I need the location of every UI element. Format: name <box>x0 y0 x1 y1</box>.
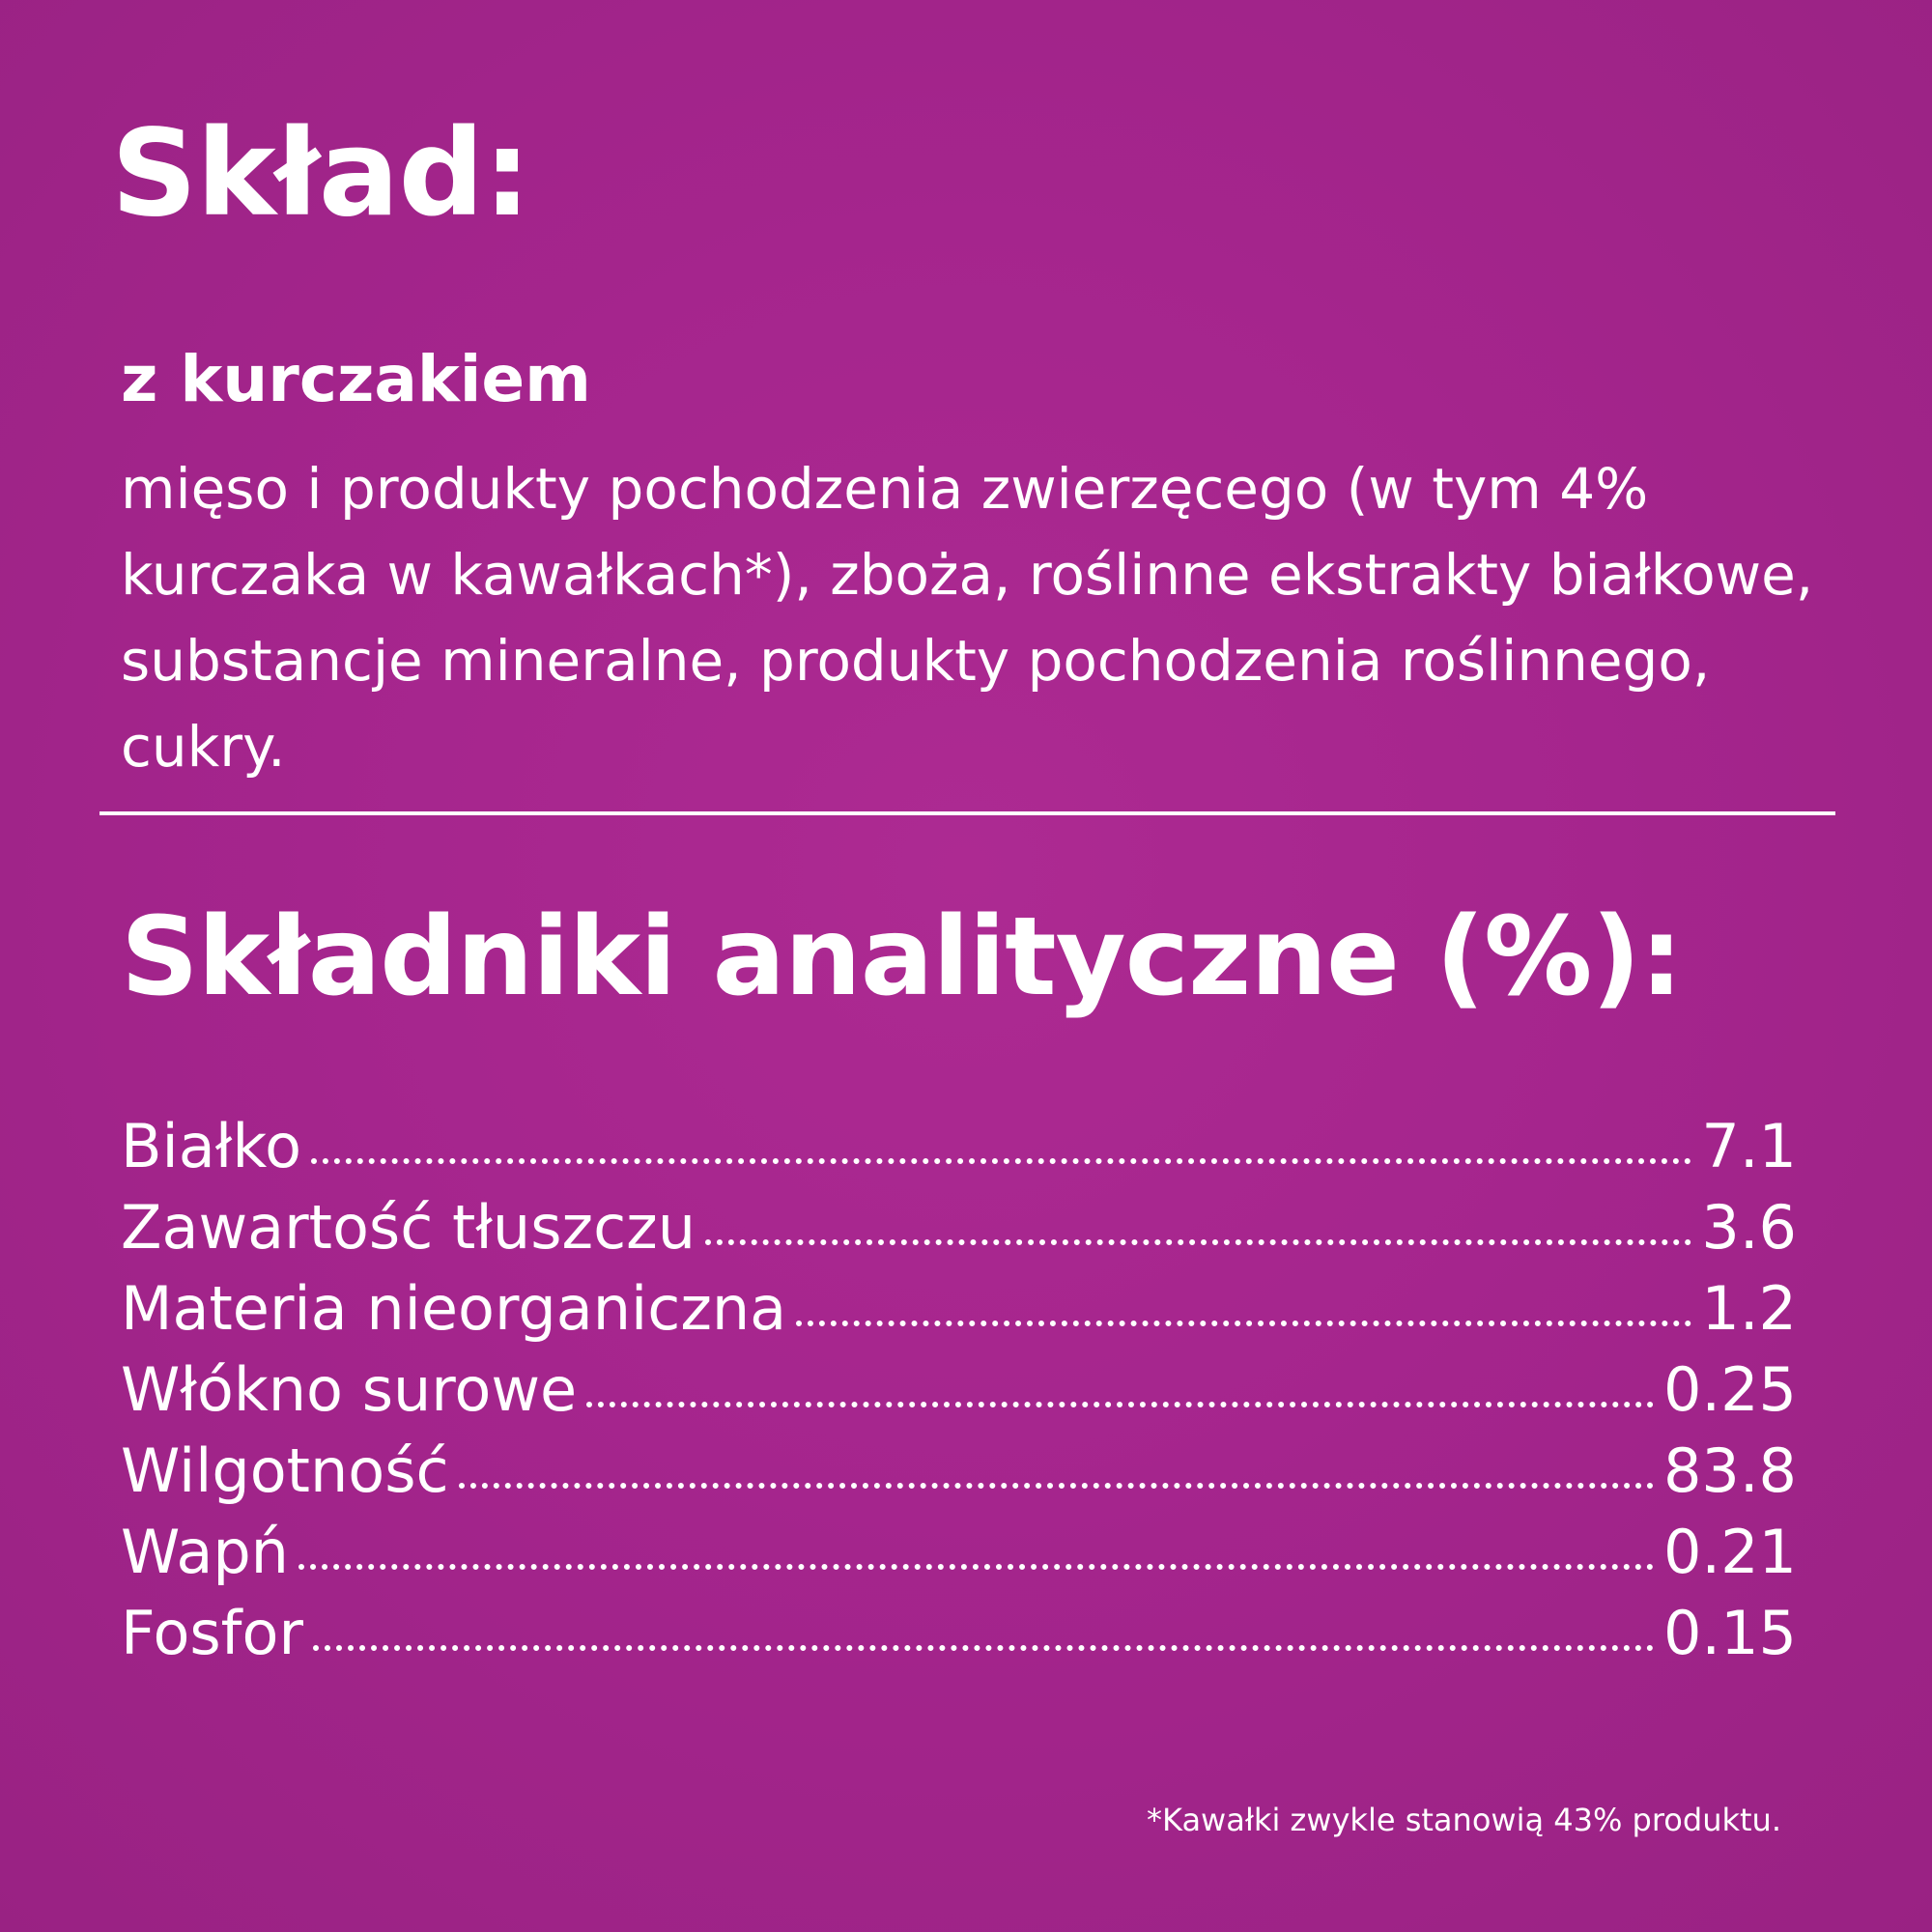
analytic-label: Zawartość tłuszczu <box>121 1192 696 1263</box>
ingredients-text: mięso i produkty pochodzenia zwierzęcego (w tym 4% kurczaka w kawałkach*), zboża, roślinne ekstrakty białkowe, substancje mineralne, produkty pochodzenia roślinnego, cukry. <box>121 456 1814 780</box>
analytic-label: Włókno surowe <box>121 1354 578 1425</box>
analytic-list <box>121 1106 1797 1674</box>
analytic-value: 7.1 <box>1701 1111 1797 1181</box>
footnote: *Kawałki zwykle stanowią 43% produktu. <box>1147 1802 1781 1838</box>
dot-leader <box>459 1483 1654 1489</box>
analytic-value: 0.15 <box>1662 1598 1797 1668</box>
analytic-row-moisture <box>121 1431 1797 1512</box>
analytic-value: 0.25 <box>1662 1354 1797 1425</box>
composition-title: Skład: <box>111 104 530 243</box>
analytic-title: Składniki analityczne (%): <box>121 895 1683 1020</box>
dot-leader <box>586 1402 1654 1407</box>
analytic-row-calcium <box>121 1512 1797 1593</box>
analytic-value: 0.21 <box>1662 1517 1797 1587</box>
analytic-value: 83.8 <box>1662 1435 1797 1506</box>
dot-leader <box>705 1239 1691 1245</box>
analytic-label: Białko <box>121 1111 301 1181</box>
analytic-value: 3.6 <box>1701 1192 1797 1263</box>
analytic-row-protein <box>121 1106 1797 1187</box>
analytic-label: Fosfor <box>121 1598 303 1668</box>
analytic-label: Materia nieorganiczna <box>121 1273 787 1344</box>
analytic-row-ash <box>121 1268 1797 1350</box>
dot-leader <box>298 1564 1654 1570</box>
analytic-row-phosphorus <box>121 1593 1797 1674</box>
dot-leader <box>796 1321 1691 1326</box>
analytic-label: Wapń <box>121 1517 289 1587</box>
variant-title: z kurczakiem <box>121 342 591 416</box>
dot-leader <box>311 1158 1691 1164</box>
dot-leader <box>313 1645 1654 1651</box>
analytic-value: 1.2 <box>1701 1273 1797 1344</box>
analytic-label: Wilgotność <box>121 1435 449 1506</box>
analytic-row-fat <box>121 1187 1797 1268</box>
analytic-row-fibre <box>121 1350 1797 1431</box>
section-divider <box>99 811 1835 815</box>
